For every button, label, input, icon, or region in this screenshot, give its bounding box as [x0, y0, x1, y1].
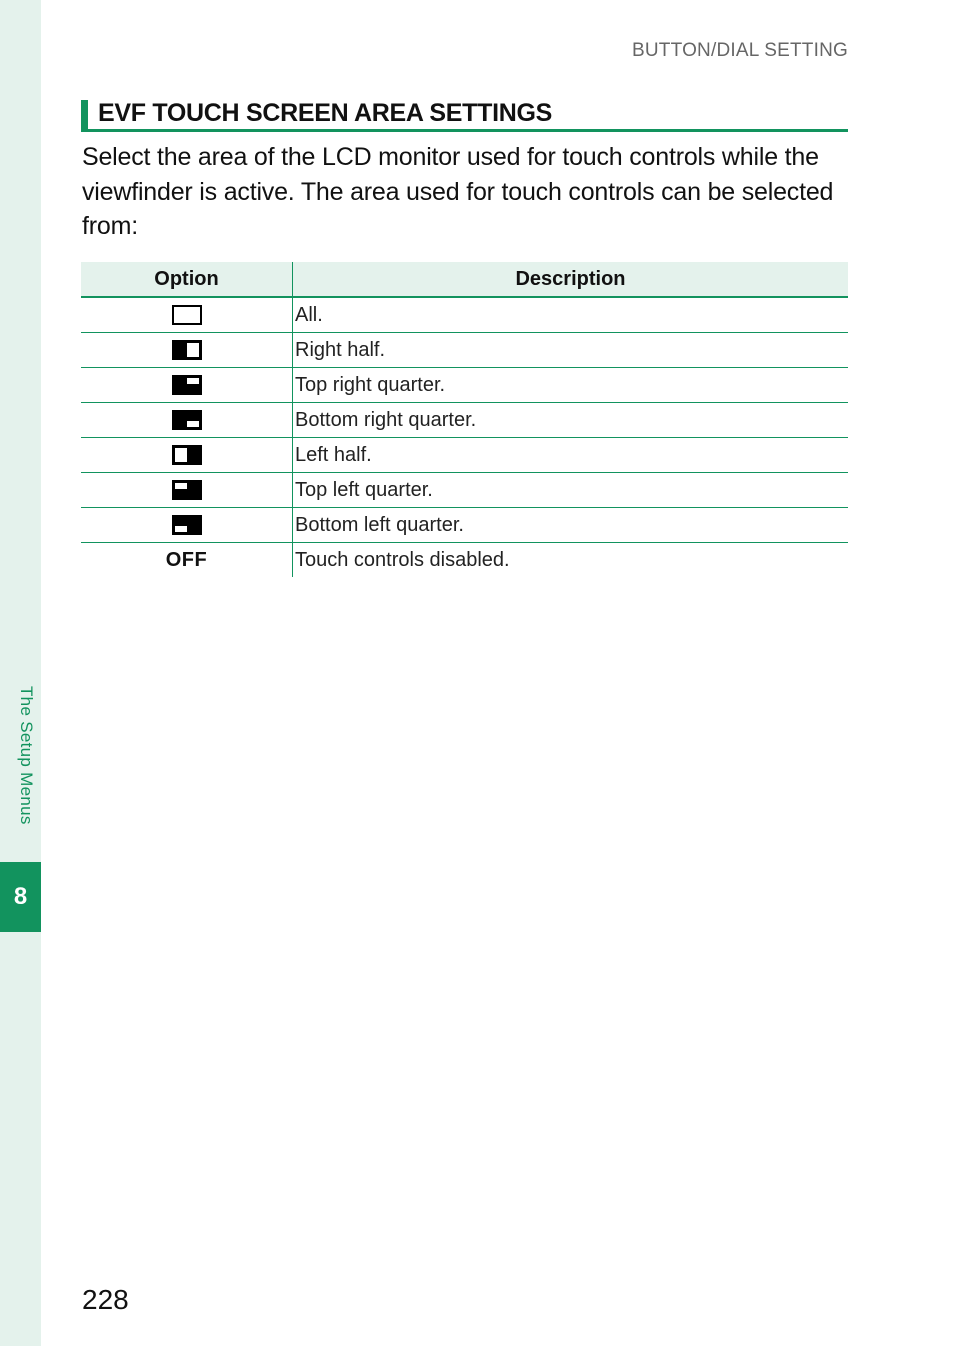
section-title: EVF TOUCH SCREEN AREA SETTINGS	[98, 99, 553, 127]
option-cell	[81, 403, 293, 438]
option-cell	[81, 297, 293, 333]
table-row	[81, 333, 848, 368]
option-cell	[81, 438, 293, 473]
touch-area-bottom-left-quarter-icon	[172, 515, 202, 535]
description-cell: Left half.	[293, 438, 849, 473]
section-heading	[81, 98, 848, 132]
options-table	[81, 262, 848, 577]
running-header: BUTTON/DIAL SETTING	[632, 40, 848, 61]
description-column-header: Description	[293, 262, 849, 297]
chapter-label: The Setup Menus	[17, 686, 36, 825]
option-off-label: OFF	[165, 548, 208, 571]
table-row	[81, 473, 848, 508]
table-row	[81, 438, 848, 473]
chapter-tab: 8	[0, 862, 41, 932]
table-header-row	[81, 262, 848, 297]
option-cell	[81, 473, 293, 508]
table-row	[81, 403, 848, 438]
option-cell	[81, 543, 293, 578]
section-marker	[81, 100, 88, 130]
intro-paragraph: Select the area of the LCD monitor used for touch controls while the viewfinder is active. The area used for touch controls can be selected from:	[82, 143, 834, 240]
option-column-header: Option	[81, 262, 293, 297]
description-cell: Touch controls disabled.	[295, 548, 510, 571]
touch-area-all-icon	[172, 305, 202, 325]
description-cell: Right half.	[293, 333, 849, 368]
option-cell	[81, 333, 293, 368]
table-row	[81, 508, 848, 543]
description-cell: Bottom right quarter.	[293, 403, 849, 438]
option-cell	[81, 368, 293, 403]
description-cell: Bottom left quarter.	[293, 508, 849, 543]
page-number: 228	[82, 1284, 129, 1315]
table-row	[81, 297, 848, 333]
side-strip	[0, 0, 41, 1346]
touch-area-bottom-right-quarter-icon	[172, 410, 202, 430]
description-cell: Top right quarter.	[293, 368, 849, 403]
touch-area-top-left-quarter-icon	[172, 480, 202, 500]
touch-area-right-half-icon	[172, 340, 202, 360]
table-row	[81, 543, 848, 578]
touch-area-top-right-quarter-icon	[172, 375, 202, 395]
touch-area-left-half-icon	[172, 445, 202, 465]
description-cell: All.	[293, 297, 849, 333]
table-row	[81, 368, 848, 403]
description-cell: Top left quarter.	[293, 473, 849, 508]
option-cell	[81, 508, 293, 543]
